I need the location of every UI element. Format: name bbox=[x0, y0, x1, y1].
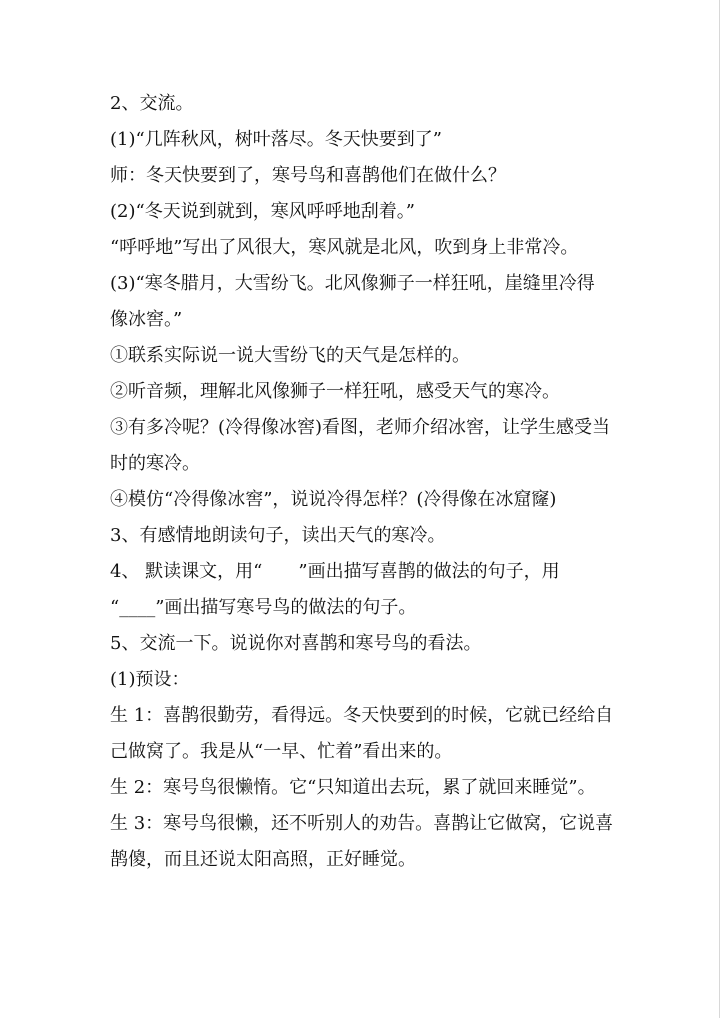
text-line: 像冰窖。” bbox=[110, 309, 183, 330]
text-line: 生 3：寒号鸟很懒，还不听别人的劝告。喜鹊让它做窝，它说喜 bbox=[110, 813, 614, 834]
text-line: 己做窝了。我是从“一早、忙着”看出来的。 bbox=[110, 741, 453, 762]
text-line: “呼呼地”写出了风很大，寒风就是北风，吹到身上非常冷。 bbox=[110, 237, 579, 258]
text-line: 生 2：寒号鸟很懒惰。它“只知道出去玩，累了就回来睡觉”。 bbox=[110, 777, 596, 798]
text-line: “____”画出描写寒号鸟的做法的句子。 bbox=[110, 597, 417, 618]
text-line: 师：冬天快要到了，寒号鸟和喜鹊他们在做什么？ bbox=[110, 165, 506, 186]
text-line: ④模仿“冷得像冰窖”，说说冷得怎样？(冷得像在冰窟窿) bbox=[110, 489, 557, 510]
text-line: 2、交流。 bbox=[110, 93, 194, 114]
text-line: ③有多冷呢？(冷得像冰窖)看图，老师介绍冰窖，让学生感受当 bbox=[110, 417, 611, 438]
text-line: ②听音频，理解北风像狮子一样狂吼，感受天气的寒冷。 bbox=[110, 381, 560, 402]
text-line: 鹊傻，而且还说太阳高照，正好睡觉。 bbox=[110, 849, 416, 870]
text-line: (3)“寒冬腊月，大雪纷飞。北风像狮子一样狂吼，崖缝里冷得 bbox=[110, 273, 595, 294]
text-line: 3、有感情地朗读句子，读出天气的寒冷。 bbox=[110, 525, 446, 546]
text-line: ①联系实际说一说大雪纷飞的天气是怎样的。 bbox=[110, 345, 470, 366]
text-line: (2)“冬天说到就到，寒风呼呼地刮着。” bbox=[110, 201, 415, 222]
document-body bbox=[110, 86, 625, 878]
text-line: 5、交流一下。说说你对喜鹊和寒号鸟的看法。 bbox=[110, 633, 482, 654]
text-line: 4、 默读课文，用“ ”画出描写喜鹊的做法的句子，用 bbox=[110, 561, 560, 582]
text-line: 时的寒冷。 bbox=[110, 453, 200, 474]
text-line: (1)预设： bbox=[110, 669, 190, 690]
text-line: 生 1：喜鹊很勤劳，看得远。冬天快要到的时候，它就已经给自 bbox=[110, 705, 614, 726]
text-line: (1)“几阵秋风，树叶落尽。冬天快要到了” bbox=[110, 129, 442, 150]
